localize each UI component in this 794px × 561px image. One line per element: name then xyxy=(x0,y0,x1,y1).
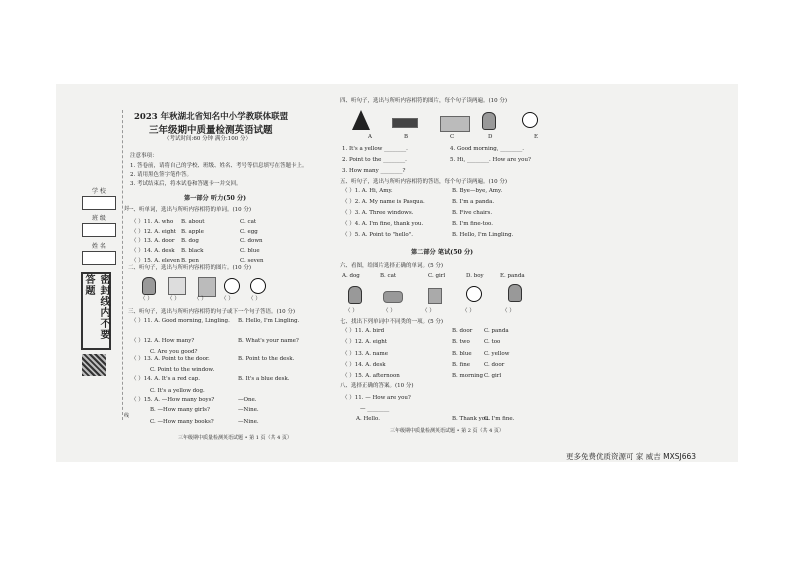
fill-in-question: 5. Hi, ________. How are you? xyxy=(450,157,531,163)
fill-in-question: 3. How many ________? xyxy=(342,168,406,174)
question-cell: （ ）1. A. Hi, Amy. xyxy=(342,188,393,194)
word-option: B. cat xyxy=(380,273,397,279)
question-cell: （ ）5. A. Point to "hello". xyxy=(342,232,413,238)
picture-letter: D xyxy=(488,134,493,140)
question-cell: B. apple xyxy=(181,228,204,235)
answer-option: B. Thank you. xyxy=(452,416,491,422)
seal-stamp-text: 密封线内不要答题 xyxy=(83,274,109,340)
picture-letter: B xyxy=(404,134,409,140)
desk-picture xyxy=(392,118,418,128)
part2-title: 第二部分 笔试(50 分) xyxy=(411,249,474,256)
answer-bracket: （ ） xyxy=(422,308,435,314)
picture-letter: E xyxy=(534,134,539,140)
notice-line: 1. 答卷前，请将自己的学校、班级、姓名、考号等信息填写在答题卡上。 xyxy=(130,163,308,169)
answer-option: C. I'm fine. xyxy=(484,416,515,422)
exam-title-line2: 三年级期中质量检测英语试题 xyxy=(149,125,273,136)
question-cell: B. I'm fine-too. xyxy=(452,221,493,227)
question-cell: C. seven xyxy=(240,257,264,264)
word-option: D. boy xyxy=(466,273,484,279)
panda-picture-4 xyxy=(466,286,482,302)
kids-picture xyxy=(482,112,496,130)
question-cell: C. egg xyxy=(240,228,258,235)
answer-option: A. Hello. xyxy=(356,416,381,422)
section8-question: （ ）11. — How are you? xyxy=(342,395,411,401)
class-label: 班 级 xyxy=(92,215,106,222)
hatched-box xyxy=(82,354,106,376)
answer-bracket: （ ） xyxy=(140,296,153,302)
word-option: E. panda xyxy=(500,273,525,279)
notice-line: 2. 请用黑色签字笔作答。 xyxy=(130,172,192,178)
question-cell: B. blue xyxy=(452,350,472,357)
question-cell: B. fine xyxy=(452,361,471,368)
question-cell: B. two xyxy=(452,339,470,346)
dog-picture xyxy=(383,291,403,303)
question-cell: （ ）14. A. It's a red cap. xyxy=(131,376,200,382)
question-cell: —Nine. xyxy=(238,419,259,425)
question-cell: （ ）15. A. afternoon xyxy=(342,373,400,380)
panda-picture-2 xyxy=(250,278,266,294)
section7-title: 七、找出下列单词中不同类的一项。(5 分) xyxy=(340,319,444,325)
question-cell: B. Bye—bye, Amy. xyxy=(452,188,503,194)
question-cell: C. too xyxy=(484,339,501,346)
answer-bracket: （ ） xyxy=(248,296,261,302)
question-cell: —Nine. xyxy=(238,407,259,413)
question-cell: C. door xyxy=(484,361,505,368)
door-picture xyxy=(198,277,216,297)
question-cell: （ ）3. A. Three windows. xyxy=(342,210,414,216)
question-cell: C. yellow xyxy=(484,350,510,357)
question-cell: （ ）14. A. desk xyxy=(342,361,386,368)
fill-in-question: 1. It's a yellow ________. xyxy=(342,146,408,152)
question-cell: C. blue xyxy=(240,248,260,255)
question-cell: C. Are you good? xyxy=(150,349,198,355)
section2-title: 二、听句子，选出与所听内容相符的图片。(10 分) xyxy=(128,265,252,271)
question-cell: C. panda xyxy=(484,328,509,334)
question-cell: B. Point to the desk. xyxy=(238,356,295,362)
question-cell: （ ）12. A. eight xyxy=(342,339,387,346)
boy-picture xyxy=(508,284,522,302)
question-cell: —One. xyxy=(238,397,257,403)
question-cell: B. It's a blue desk. xyxy=(238,376,290,382)
answer-bracket: （ ） xyxy=(462,308,475,314)
answer-bracket: （ ） xyxy=(345,308,358,314)
chair-picture xyxy=(428,288,442,304)
picture-letter: A xyxy=(368,134,372,140)
fill-in-question: 4. Good morning, ________. xyxy=(450,146,525,152)
promo-text: 更多免费优质资源可 家 威吉 MXSJ663 xyxy=(566,452,697,461)
school-label: 学 校 xyxy=(92,188,106,195)
question-cell: （ ）13. A. door xyxy=(131,238,175,245)
picture-letter: C xyxy=(450,134,455,140)
question-cell: B. door xyxy=(452,328,473,334)
window-picture xyxy=(168,277,186,295)
question-cell: （ ）13. A. name xyxy=(342,350,389,357)
question-cell: B. Hello, I'm Lingling. xyxy=(238,318,300,324)
question-cell: B. What's your name? xyxy=(238,338,299,344)
word-option: A. dog xyxy=(342,273,360,279)
exam-info: （考试时间:60 分钟 满分:100 分） xyxy=(164,136,251,142)
question-cell: （ ）4. A. I'm fine, thank you. xyxy=(342,221,424,227)
section6-title: 六、看图，给图片选择正确的单词。(5 分) xyxy=(340,263,444,269)
question-cell: B. black xyxy=(181,248,204,255)
question-cell: B. dog xyxy=(181,238,199,245)
section3-title: 三、听句子，选出与所听内容相符的句子或下一个句子答语。(10 分) xyxy=(128,309,296,315)
question-cell: （ ）15. A. —How many boys? xyxy=(131,397,215,403)
notice-title: 注意事项： xyxy=(130,153,158,159)
question-cell: C. girl xyxy=(484,373,502,380)
section5-title: 五、听句子，选出与所听内容相符的答语，每个句子读两遍。(10 分) xyxy=(340,179,508,185)
girl-picture xyxy=(142,277,156,295)
question-cell: B. I'm a panda. xyxy=(452,199,495,205)
fill-in-question: 2. Point to the ________. xyxy=(342,157,407,163)
question-cell: C. down xyxy=(240,238,263,245)
answer-bracket: （ ） xyxy=(383,308,396,314)
name-label: 姓 名 xyxy=(92,243,106,250)
question-cell: C. cat xyxy=(240,219,257,225)
question-cell: B. about xyxy=(181,219,205,225)
panda-picture xyxy=(224,278,240,294)
name-field[interactable] xyxy=(82,251,116,265)
seal-stamp xyxy=(81,272,111,350)
answer-bracket: （ ） xyxy=(502,308,515,314)
question-cell: C. Point to the window. xyxy=(150,367,215,373)
section1-title: 一、听单词，选出与所听内容相符的单词。(10 分) xyxy=(128,207,252,213)
question-cell: （ ）2. A. My name is Pasqua. xyxy=(342,199,425,205)
section4-title: 四、听句子，选出与所听内容相符的图片，每个句子读两遍。(10 分) xyxy=(340,98,508,104)
cap-picture xyxy=(352,110,370,130)
school-field[interactable] xyxy=(82,196,116,210)
question-cell: （ ）11. A. who xyxy=(131,219,174,225)
seal-line xyxy=(122,110,123,420)
section8-blank: — ________ xyxy=(360,406,390,412)
class-field[interactable] xyxy=(82,223,116,237)
panda-picture-3 xyxy=(522,112,538,128)
question-cell: （ ）12. A. How many? xyxy=(131,338,195,344)
question-cell: B. —How many girls? xyxy=(150,407,210,413)
answer-bracket: （ ） xyxy=(194,296,207,302)
question-cell: C. —How many books? xyxy=(150,419,214,425)
question-cell: （ ）11. A. Good morning, Lingling. xyxy=(131,318,230,324)
exam-title-line1: 2023 年秋湖北省知名中小学教联体联盟 xyxy=(134,112,289,122)
question-cell: B. Hello, I'm Lingling. xyxy=(452,232,514,238)
question-cell: C. It's a yellow dog. xyxy=(150,388,205,394)
part1-title: 第一部分 听力(50 分) xyxy=(184,195,247,202)
page2-footer: 三年级期中质量检测英语试题 • 第 2 页（共 4 页） xyxy=(390,428,504,434)
question-cell: B. morning xyxy=(452,373,484,380)
seal-char: 封 xyxy=(124,206,130,212)
word-option: C. girl xyxy=(428,273,446,279)
question-cell: （ ）14. A. desk xyxy=(131,248,175,255)
answer-bracket: （ ） xyxy=(221,296,234,302)
question-cell: B. Five chairs. xyxy=(452,210,493,216)
girl-picture-2 xyxy=(348,286,362,304)
line-char: 线 xyxy=(124,413,130,419)
answer-bracket: （ ） xyxy=(167,296,180,302)
notice-line: 3. 考试结束后，将本试卷和答题卡一并交回。 xyxy=(130,181,242,187)
question-cell: （ ）11. A. bird xyxy=(342,328,385,334)
section8-title: 八、选择正确的答案。(10 分) xyxy=(340,383,414,389)
question-cell: （ ）15. A. eleven xyxy=(131,257,180,264)
question-cell: （ ）12. A. eight xyxy=(131,228,176,235)
question-cell: （ ）13. A. Point to the door. xyxy=(131,356,210,362)
question-cell: B. pen xyxy=(181,257,199,264)
table-picture xyxy=(440,116,470,132)
page1-footer: 三年级期中质量检测英语试题 • 第 1 页（共 4 页） xyxy=(178,435,292,441)
exam-sheet xyxy=(56,84,738,462)
